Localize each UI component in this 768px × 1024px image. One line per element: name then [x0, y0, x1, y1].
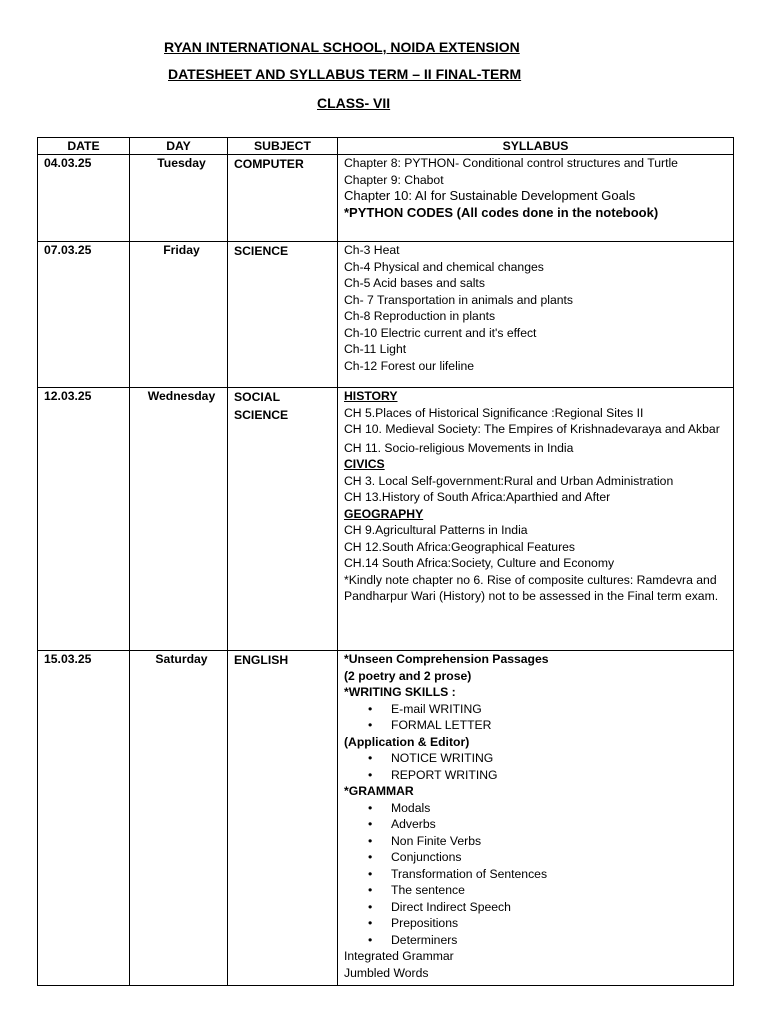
bullet-item: • Adverbs: [344, 816, 733, 833]
syllabus-heading: *Unseen Comprehension Passages: [344, 652, 549, 666]
syllabus-heading: (Application & Editor): [344, 734, 470, 749]
syllabus-cell: [338, 388, 734, 651]
subject-line: SCIENCE: [234, 408, 289, 422]
column-header-subject: SUBJECT: [228, 138, 338, 155]
subject-line: ENGLISH: [234, 653, 289, 667]
syllabus-line: CH 13.History of South Africa:Aparthied and After: [344, 490, 611, 504]
syllabus-line: CH 12.South Africa:Geographical Features: [344, 539, 576, 554]
exam-subject: [228, 155, 338, 242]
syllabus-line: Ch-12 Forest our lifeline: [344, 358, 475, 373]
exam-subject: [228, 388, 338, 651]
subject-line: SOCIAL: [234, 390, 281, 404]
syllabus-line: Ch-5 Acid bases and salts: [344, 276, 485, 290]
table-row: [38, 651, 734, 986]
syllabus-line: CH 5.Places of Historical Significance :Regional Sites II: [344, 405, 644, 420]
syllabus-line: CH.14 South Africa:Society, Culture and Economy: [344, 556, 615, 570]
syllabus-line: Ch-10 Electric current and it's effect: [344, 325, 537, 340]
syllabus-line: Ch-11 Light: [344, 342, 407, 356]
exam-day: Friday: [130, 242, 228, 388]
bullet-item: • E-mail WRITING: [344, 701, 733, 718]
syllabus-line: CH 10. Medieval Society: The Empires of Krishnadevaraya and Akbar: [344, 422, 720, 436]
section-heading-history: HISTORY: [344, 389, 398, 403]
syllabus-line: Integrated Grammar: [344, 949, 454, 963]
syllabus-heading: *GRAMMAR: [344, 784, 414, 798]
table-row: [38, 155, 734, 242]
exam-date: 04.03.25: [38, 155, 130, 242]
section-heading-civics: CIVICS: [344, 457, 385, 471]
syllabus-line: Jumbled Words: [344, 965, 429, 980]
datesheet-table: [37, 137, 734, 986]
exam-subject: [228, 242, 338, 388]
exam-day: Saturday: [130, 651, 228, 986]
document-title: DATESHEET AND SYLLABUS TERM – II FINAL-TERM: [168, 66, 522, 82]
bullet-item: • Modals: [344, 800, 733, 817]
school-name: RYAN INTERNATIONAL SCHOOL, NOIDA EXTENSION: [164, 39, 520, 55]
subject-line: SCIENCE: [234, 244, 289, 258]
bullet-item: • Prepositions: [344, 915, 733, 932]
syllabus-line: Chapter 8: PYTHON- Conditional control structures and Turtle: [344, 156, 678, 170]
syllabus-line: CH 9.Agricultural Patterns in India: [344, 523, 528, 537]
exam-day: Wednesday: [130, 388, 228, 651]
bullet-item: • Transformation of Sentences: [344, 866, 733, 883]
class-label: CLASS- VII: [317, 95, 391, 111]
exam-day: Tuesday: [130, 155, 228, 242]
table-header-row: [38, 138, 734, 155]
syllabus-line: Ch-8 Reproduction in plants: [344, 309, 496, 323]
bullet-item: • NOTICE WRITING: [344, 750, 733, 767]
exam-date: 15.03.25: [38, 651, 130, 986]
syllabus-note: *PYTHON CODES (All codes done in the notebook): [344, 204, 659, 220]
subject-line: COMPUTER: [234, 157, 304, 171]
syllabus-line: CH 3. Local Self-government:Rural and Urban Administration: [344, 473, 674, 488]
exam-date: 12.03.25: [38, 388, 130, 651]
syllabus-line: Ch- 7 Transportation in animals and plants: [344, 292, 573, 307]
syllabus-cell: [338, 242, 734, 388]
bullet-item: • Direct Indirect Speech: [344, 899, 733, 916]
column-header-day: DAY: [130, 138, 228, 155]
column-header-syllabus: SYLLABUS: [338, 138, 734, 155]
table-row: [38, 242, 734, 388]
syllabus-line: Ch-4 Physical and chemical changes: [344, 259, 544, 274]
syllabus-heading: (2 poetry and 2 prose): [344, 668, 472, 683]
bullet-item: • The sentence: [344, 882, 733, 899]
exam-date: 07.03.25: [38, 242, 130, 388]
column-header-date: DATE: [38, 138, 130, 155]
syllabus-line: Chapter 9: Chabot: [344, 172, 444, 187]
syllabus-line: CH 11. Socio-religious Movements in India: [344, 440, 574, 455]
bullet-item: • Conjunctions: [344, 849, 733, 866]
bullet-item: • REPORT WRITING: [344, 767, 733, 784]
syllabus-cell: [338, 651, 734, 986]
bullet-item: • FORMAL LETTER: [344, 717, 733, 734]
syllabus-line: Chapter 10: AI for Sustainable Development Goals: [344, 188, 636, 203]
bullet-item: • Non Finite Verbs: [344, 833, 733, 850]
syllabus-cell: [338, 155, 734, 242]
section-heading-geography: GEOGRAPHY: [344, 506, 424, 521]
syllabus-heading: *WRITING SKILLS :: [344, 685, 456, 699]
table-row: [38, 388, 734, 651]
syllabus-note: *Kindly note chapter no 6. Rise of composite cultures: Ramdevra and Pandharpur Wari (History) not to be assessed in the Final term exam.: [344, 572, 719, 603]
syllabus-line: Ch-3 Heat: [344, 243, 400, 257]
exam-subject: [228, 651, 338, 986]
bullet-item: • Determiners: [344, 932, 733, 949]
